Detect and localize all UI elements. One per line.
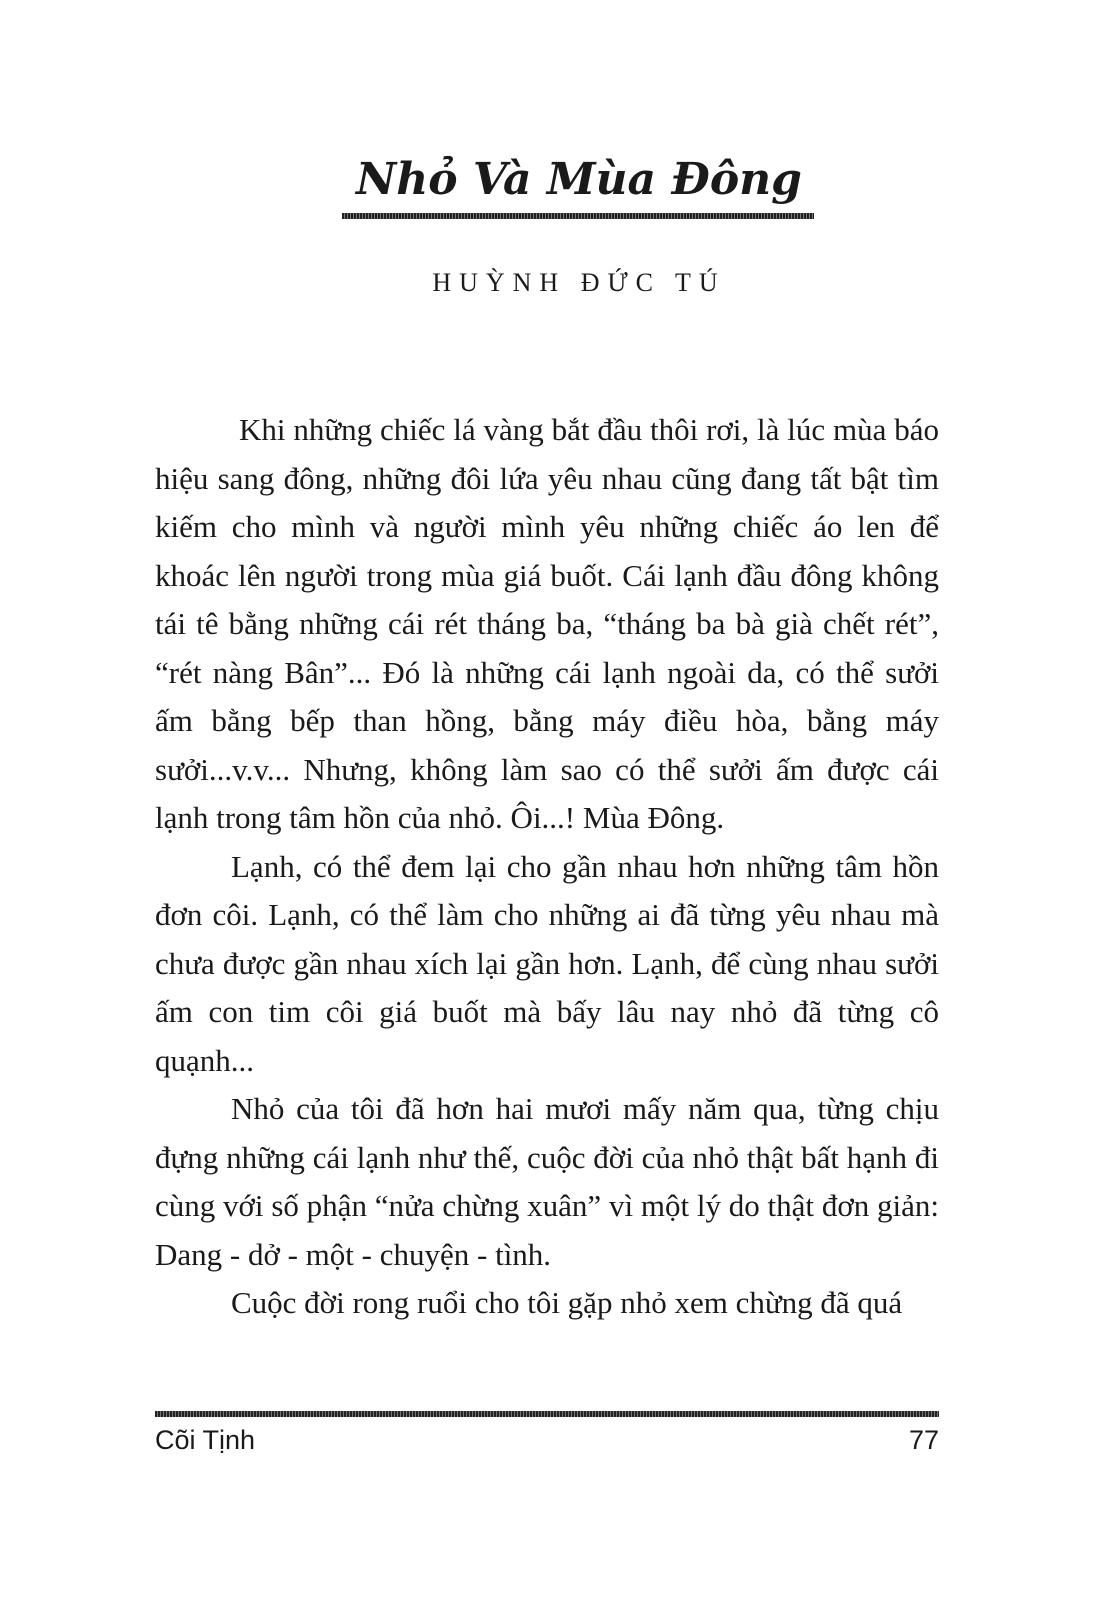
paragraph-2: Lạnh, có thể đem lại cho gần nhau hơn những tâm hồn đơn côi. Lạnh, có thể làm cho những ai đã từng yêu nhau mà chưa được gần nhau xích lại gần hơn. Lạnh, để cùng nhau sưởi ấm con tim côi giá buốt mà bấy lâu nay nhỏ đã từng cô quạnh... bbox=[155, 848, 939, 1078]
footer-book-title: Cõi Tịnh bbox=[155, 1425, 256, 1455]
body-text bbox=[155, 406, 939, 1328]
chapter-title: Nhỏ Và Mùa Đông bbox=[356, 154, 802, 205]
paragraph-4: Cuộc đời rong ruổi cho tôi gặp nhỏ xem chừng đã quá bbox=[231, 1285, 903, 1320]
chapter-author: HUỲNH ĐỨC TÚ bbox=[432, 268, 726, 297]
paragraph-1: Khi những chiếc lá vàng bắt đầu thôi rơi, là lúc mùa báo hiệu sang đông, những đôi lứa yêu nhau cũng đang tất bật tìm kiếm cho mình và người mình yêu những chiếc áo len để khoác lên người trong mùa giá buốt. Cái lạnh đầu đông không tái tê bằng những cái rét tháng ba, “tháng ba bà già chết rét”, “rét nàng Bân”... Đó là những cái lạnh ngoài da, có thể sưởi ấm bằng bếp than hồng, bằng máy điều hòa, bằng máy sưởi...v.v... Nhưng, không làm sao có thể sưởi ấm được cái lạnh trong tâm hồn của nhỏ. Ôi...! Mùa Đông. bbox=[155, 412, 939, 835]
paragraph-3: Nhỏ của tôi đã hơn hai mươi mấy năm qua, từng chịu đựng những cái lạnh như thế, cuộc đời của nhỏ thật bất hạnh đi cùng với số phận “nửa chừng xuân” vì một lý do thật đơn giản: Dang - dở - một - chuyện - tình. bbox=[155, 1091, 939, 1272]
title-underline-divider bbox=[342, 213, 814, 219]
footer-divider bbox=[155, 1411, 939, 1417]
footer-page-number: 77 bbox=[908, 1425, 939, 1455]
